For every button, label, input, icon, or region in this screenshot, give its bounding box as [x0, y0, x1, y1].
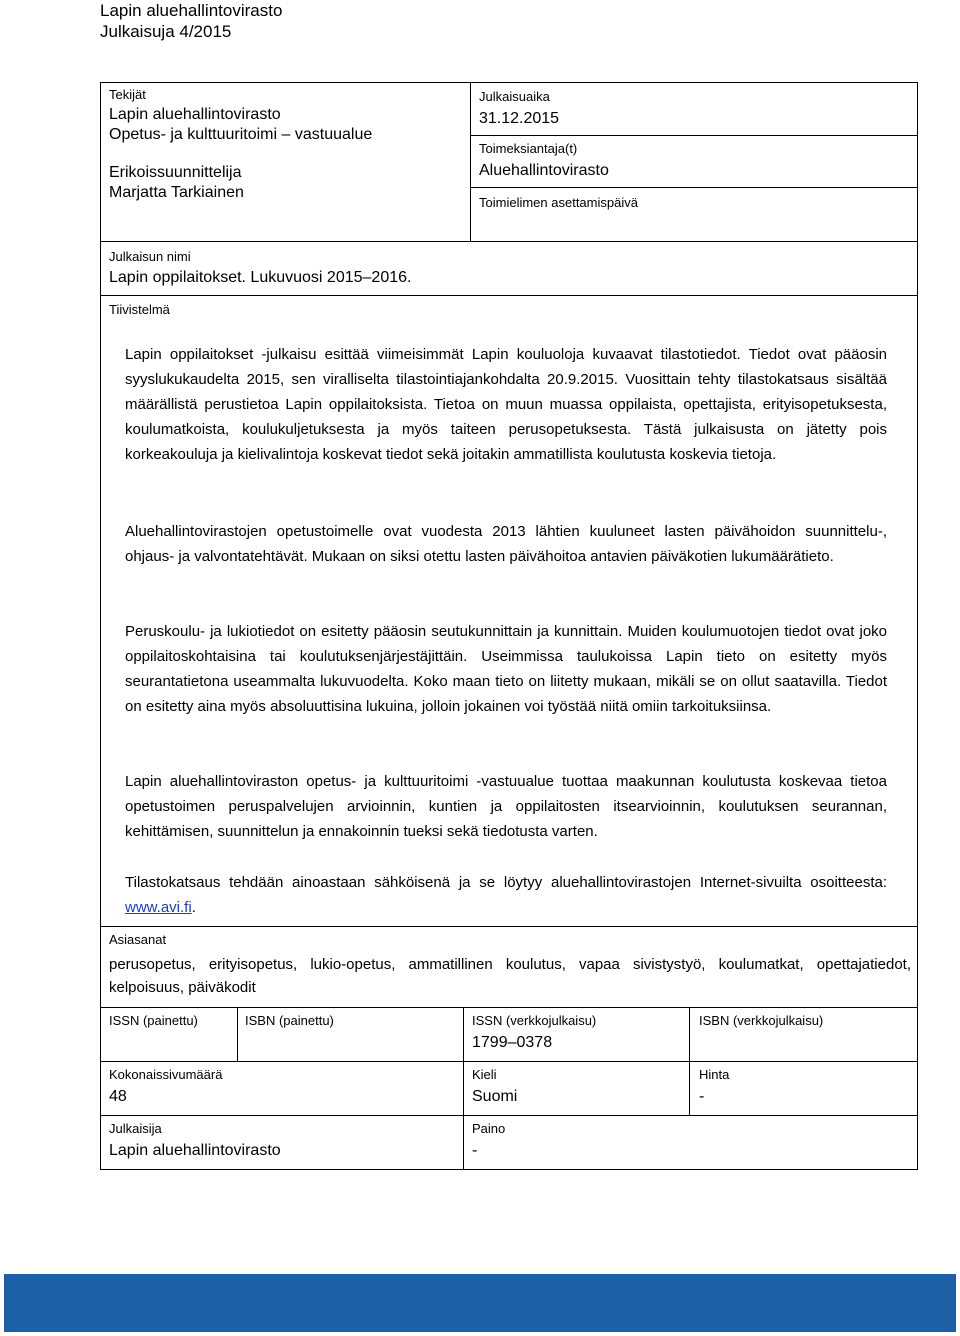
- keywords-value: perusopetus, erityisopetus, lukio-opetus, ammatillinen koulutus, vapaa sivistystyö, koulumatkat, opettajatiedot, kelpoisuus, päiväkodit: [109, 956, 911, 996]
- issn-print-label: ISSN (painettu): [109, 1013, 198, 1028]
- author-unit: Opetus- ja kulttuuritoimi – vastuualue: [109, 126, 373, 143]
- title-cell: [109, 249, 411, 288]
- publication-date-value: 31.12.2015: [479, 110, 560, 127]
- abstract-label: Tiivistelmä: [109, 302, 170, 317]
- authors-label: Tekijät: [109, 87, 146, 102]
- isbn-online-label: ISBN (verkkojulkaisu): [699, 1013, 824, 1028]
- commissioner-label: Toimeksiantaja(t): [479, 141, 578, 156]
- authors-cell: [109, 87, 464, 203]
- printer-value: -: [472, 1142, 478, 1159]
- commissioner-cell: [479, 141, 609, 181]
- isbn-print-label: ISBN (painettu): [245, 1013, 334, 1028]
- language-cell: [472, 1067, 517, 1107]
- printer-cell: [472, 1121, 505, 1161]
- pages-value: 48: [109, 1088, 127, 1105]
- publisher-label: Julkaisija: [109, 1121, 162, 1136]
- commissioner-value: Aluehallintovirasto: [479, 162, 609, 179]
- abstract-paragraph: Lapin aluehallintoviraston opetus- ja kulttuuritoimi -vastuualue tuottaa maakunnan koulutusta koskevaa tietoa opetustoimen peruspalvelujen arvioinnin, kuntien ja oppilaitosten itsearvioinnin, koulutuksen seurannan, kehittämisen, suunnittelun ja ennakoinnin tueksi sekä tiedotusta varten.: [125, 773, 887, 840]
- abstract-last-end: .: [191, 899, 196, 916]
- price-cell: [699, 1067, 729, 1107]
- pages-label: Kokonaissivumäärä: [109, 1067, 223, 1082]
- publisher-cell: [109, 1121, 281, 1161]
- title-label: Julkaisun nimi: [109, 249, 191, 264]
- avi-link[interactable]: www.avi.fi: [125, 899, 192, 916]
- abstract-paragraph: Lapin oppilaitokset -julkaisu esittää viimeisimmät Lapin kouluoloja kuvaavat tilastotiedot. Tiedot ovat pääosin syyslukukaudelta 2015, sen viralliselta tilastointiajankohdalta 20.9.2015. Vuosittain tehty tilastokatsaus sisältää määrällistä perustietoa Lapin oppilaitoksista. Tietoa on muun muassa oppilaista, opettajista, erityisopetuksesta, koulumatkoista, koulukuljetuksesta ja myös taiteen perusopetuksesta. Tästä julkaisusta on jätetty pois korkeakouluja ja kielivalintoja koskevat tiedot sekä joitakin ammatillista koulutusta koskevia tietoja.: [125, 346, 887, 463]
- language-value: Suomi: [472, 1088, 518, 1105]
- author-name: Marjatta Tarkiainen: [109, 184, 244, 201]
- publication-date-cell: [479, 89, 559, 129]
- issn-online-label: ISSN (verkkojulkaisu): [472, 1013, 597, 1028]
- body-date-label: Toimielimen asettamispäivä: [479, 195, 638, 210]
- abstract-paragraph: Peruskoulu- ja lukiotiedot on esitetty pääosin seutukunnittain ja kunnittain. Muiden koulumuotojen tiedot ovat joko oppilaitoskohtaisina tai koulutuksenjärjestäjittäin. Useimmissa taulukoissa Lapin tieto on esitetty myös seurantatietona useammalta lukuvuodelta. Koko maan tieto on liitetty mukaan, mikäli se on ollut saatavilla. Tiedot on esitetty aina myös absoluuttisina lukuina, jolloin jokainen voi työstää niitä omiin tarkoituksiinsa.: [125, 623, 887, 715]
- publisher-value: Lapin aluehallintovirasto: [109, 1142, 281, 1159]
- issn-online-value: 1799–0378: [472, 1034, 553, 1051]
- body-date-cell: [479, 195, 638, 211]
- abstract-paragraph: Aluehallintovirastojen opetustoimelle ovat vuodesta 2013 lähtien kuuluneet lasten päivähoidon suunnittelu-, ohjaus- ja valvontatehtävät. Mukaan on siksi otettu lasten päivähoitoa antavien päiväkotien lukumäärätieto.: [125, 523, 887, 565]
- issn-print-cell: [109, 1013, 198, 1029]
- author-org: Lapin aluehallintovirasto: [109, 106, 281, 123]
- price-value: -: [699, 1088, 705, 1105]
- abstract-paragraph-last: [125, 870, 887, 920]
- issn-online-cell: [472, 1013, 596, 1053]
- abstract-last-text: Tilastokatsaus tehdään ainoastaan sähköisenä ja se löytyy aluehallintovirastojen Internet-sivuilta osoitteesta:: [125, 874, 887, 891]
- printer-label: Paino: [472, 1121, 506, 1136]
- price-label: Hinta: [699, 1067, 730, 1082]
- description-sheet: [100, 82, 918, 1170]
- language-label: Kieli: [472, 1067, 497, 1082]
- header-series: Julkaisuja 4/2015: [100, 22, 232, 41]
- author-title: Erikoissuunnittelija: [109, 164, 242, 181]
- isbn-online-cell: [699, 1013, 823, 1029]
- pages-cell: [109, 1067, 222, 1107]
- footer-bar: [4, 1274, 956, 1332]
- isbn-print-cell: [245, 1013, 334, 1029]
- publication-title: Lapin oppilaitokset. Lukuvuosi 2015–2016.: [109, 269, 412, 286]
- keywords-label: Asiasanat: [109, 932, 167, 947]
- publication-date-label: Julkaisuaika: [479, 89, 550, 104]
- header-org: Lapin aluehallintovirasto: [100, 1, 283, 20]
